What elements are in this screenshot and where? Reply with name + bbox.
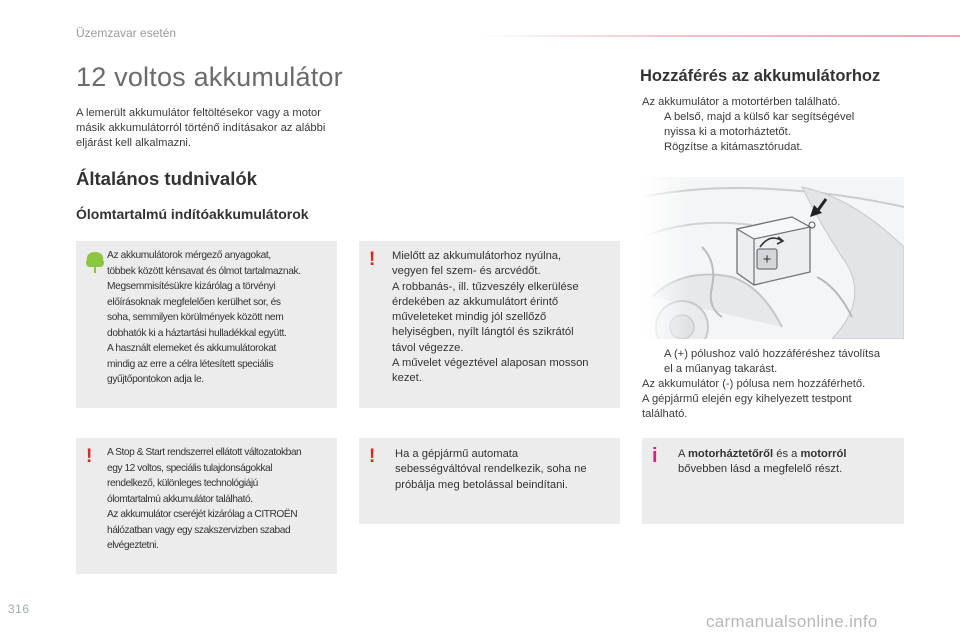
text-line: elvégeztetni.: [107, 540, 159, 551]
page-number: 316: [8, 602, 30, 616]
text-line: A Stop & Start rendszerrel ellátott változatokban: [107, 447, 302, 458]
text-line: Az akkumulátorok mérgező anyagokat,: [107, 250, 271, 261]
terminal-instructions: [642, 347, 922, 422]
text-line: előírásoknak megfelelően kerülhet sor, és: [107, 296, 281, 308]
info-box: [642, 438, 904, 524]
text-line: A robbanás-, ill. tűzveszély elkerülése: [392, 280, 579, 293]
step-open-bonnet: [642, 110, 922, 140]
bonnet-reference: motorháztetőről: [687, 448, 774, 460]
protection-warning-box: [359, 241, 620, 408]
text-line: érdekében az akkumulátort érintő: [392, 295, 559, 308]
step-fix-prop: [642, 140, 922, 155]
text-fragment: és a: [773, 448, 801, 460]
text-line: Ha a gépjármű automata: [395, 448, 519, 460]
text-line: Megsemmisítésükre kizárólag a törvényi: [107, 281, 276, 292]
engine-reference: motorról: [800, 448, 847, 460]
text-line: Az akkumulátor cseréjét kizárólag a CITROËN: [107, 509, 298, 520]
text-line: Rögzítse a kitámasztórudat.: [664, 141, 803, 153]
text-line: A használt elemeket és akkumulátorokat: [107, 343, 277, 354]
location-text: Az akkumulátor a motortérben található.: [642, 96, 841, 108]
text-line: rendelkező, különleges technológiájú: [107, 478, 258, 489]
info-icon: i: [652, 445, 658, 467]
section-header: Üzemzavar esetén: [76, 26, 177, 40]
text-line: dobhatók ki a háztartási hulladékkal együtt.: [107, 327, 287, 339]
text-line: többek között kénsavat és ólmot tartalmaznak.: [107, 265, 301, 277]
text-line: kezet.: [392, 372, 422, 385]
text-line: hálózatban vagy egy szakszervizben szabad: [107, 524, 291, 536]
text-line: el a műanyag takarást.: [664, 363, 778, 375]
lead-acid-heading: Ólomtartalmú indítóakkumulátorok: [76, 206, 309, 222]
earth-point-note: található.: [642, 408, 688, 420]
header-divider: [480, 35, 960, 37]
warning-exclamation-icon: !: [369, 446, 376, 467]
text-line: A belső, majd a külső kar segítségével: [664, 111, 855, 123]
automatic-gearbox-warning-box: [359, 438, 620, 524]
text-line: bővebben lásd a megfelelő részt.: [678, 463, 843, 476]
text-line: gyűjtőpontokon adja le.: [107, 374, 204, 385]
text-line: próbálja meg betolással beindítani.: [395, 478, 568, 491]
info-text: [678, 447, 898, 478]
text-line: A művelet végeztével alaposan mosson: [392, 357, 589, 370]
tree-icon: [85, 251, 105, 275]
access-instructions: [642, 95, 922, 155]
text-line: távol végezze.: [392, 341, 464, 354]
warning-exclamation-icon: !: [86, 446, 93, 467]
text-line: sebességváltóval rendelkezik, soha ne: [395, 463, 587, 476]
warning-exclamation-icon: !: [369, 249, 376, 270]
text-line: ólomtartalmú akkumulátor található.: [107, 493, 253, 505]
page-title: 12 voltos akkumulátor: [76, 62, 343, 92]
text-line: soha, semmilyen körülmények között nem: [107, 312, 284, 323]
text-line: helyiségben, nyílt lángtól és szikrától: [392, 326, 574, 339]
text-line: vegyen fel szem- és arcvédőt.: [392, 265, 541, 278]
protection-warning-text: [392, 249, 617, 387]
negative-terminal-note: Az akkumulátor (-) pólusa nem hozzáférhető.: [642, 378, 866, 390]
text-line: nyissa ki a motorháztetőt.: [664, 126, 791, 138]
earth-point-note: A gépjármű elején egy kihelyezett testpont: [642, 393, 852, 405]
step-remove-cover: [642, 347, 922, 377]
text-line: Mielőtt az akkumulátorhoz nyúlna,: [392, 250, 562, 262]
watermark: carmanualsonline.info: [706, 612, 878, 631]
environment-notice-text: [107, 248, 332, 388]
text-line: [678, 447, 898, 462]
environment-notice-box: [76, 241, 337, 408]
stop-start-warning-text: [107, 445, 335, 554]
intro-paragraph: A lemerült akkumulátor feltöltésekor vagy a motor másik akkumulátorról történő indításakor az alábbi eljárást kell alkalmazni.: [76, 107, 326, 149]
automatic-gearbox-warning-text: [395, 447, 617, 493]
stop-start-warning-box: [76, 438, 337, 574]
text-line: A (+) pólushoz való hozzáféréshez távolítsa: [664, 348, 881, 360]
engine-bay-illustration: [642, 177, 904, 339]
text-line: egy 12 voltos, speciális tulajdonságokkal: [107, 462, 273, 474]
text-fragment: A: [678, 448, 688, 460]
text-line: mindig az erre a célra létesített speciális: [107, 358, 274, 370]
general-heading: Általános tudnivalók: [76, 168, 257, 189]
text-line: műveleteket mindig jól szellőző: [392, 311, 547, 324]
access-heading: Hozzáférés az akkumulátorhoz: [640, 67, 881, 85]
